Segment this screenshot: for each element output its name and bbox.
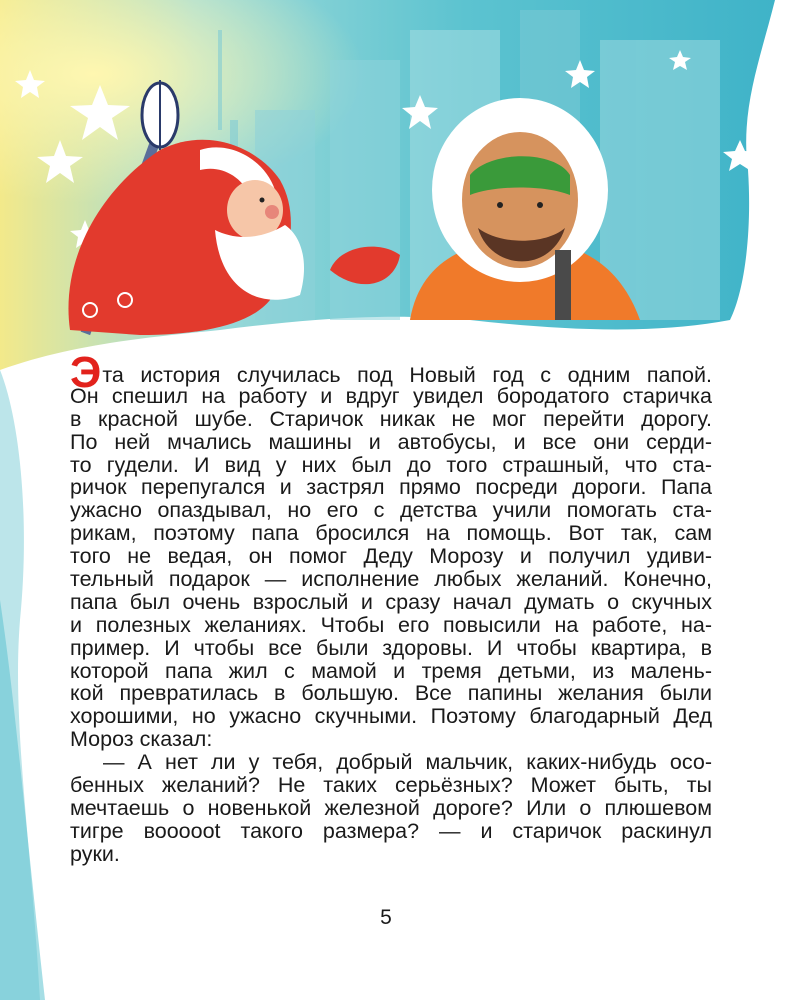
story-line: По ней мчались машины и автобусы, и все они серди- — [70, 429, 712, 454]
story-line: папа был очень взрослый и сразу начал думать о скучных — [70, 589, 712, 614]
story-line: рикам, поэтому папа бросился на помощь. Вот так, сам — [70, 521, 712, 546]
story-line: Мороз сказал: — [70, 727, 213, 752]
story-line: в красной шубе. Старичок никак не мог перейти дорогу. — [70, 406, 712, 431]
story-line: хорошими, но ужасно скучными. Поэтому благодарный Дед — [70, 704, 712, 729]
story-line: которой папа жил с мамой и тремя детьми, из малень- — [70, 658, 712, 683]
drop-cap: Э — [70, 348, 102, 397]
story-line: то гудели. И вид у них был до того страшный, что ста- — [70, 452, 712, 477]
story-line-1: Эта история случилась под Новый год с одним папой. — [70, 348, 712, 397]
story-line: тельный подарок — исполнение любых желаний. Конечно, — [70, 567, 712, 592]
story-line: кой превратилась в большую. Все папины желания были — [70, 681, 712, 706]
story-line: руки. — [70, 841, 120, 866]
story-line: и полезных желаниях. Чтобы его повысили на работе, на- — [70, 612, 712, 637]
story-line: Он спешил на работу и вдруг увидел бородатого старичка — [70, 383, 712, 408]
story-line: ужасно опаздывал, но его с детства учили помогать ста- — [70, 498, 712, 523]
story-line: — А нет ли у тебя, добрый мальчик, каких-нибудь осо- — [103, 750, 712, 775]
page-number: 5 — [380, 906, 392, 929]
story-text — [70, 348, 712, 866]
story-line: мечтаешь о новенькой железной дороге? Или о плюшевом — [70, 795, 712, 820]
story-line: пример. И чтобы все были здоровы. И чтобы квартира, в — [70, 635, 712, 660]
snowy-left-edge — [0, 370, 45, 1000]
story-line: тигре воооoot такого размера? — и старичок раскинул — [70, 818, 712, 843]
story-line: ричок перепугался и застрял прямо посреди дороги. Папа — [70, 475, 712, 500]
story-line: бенных желаний? Не таких серьёзных? Может быть, ты — [70, 773, 712, 798]
story-line: того не ведая, он помог Деду Морозу и получил удиви- — [70, 544, 712, 569]
